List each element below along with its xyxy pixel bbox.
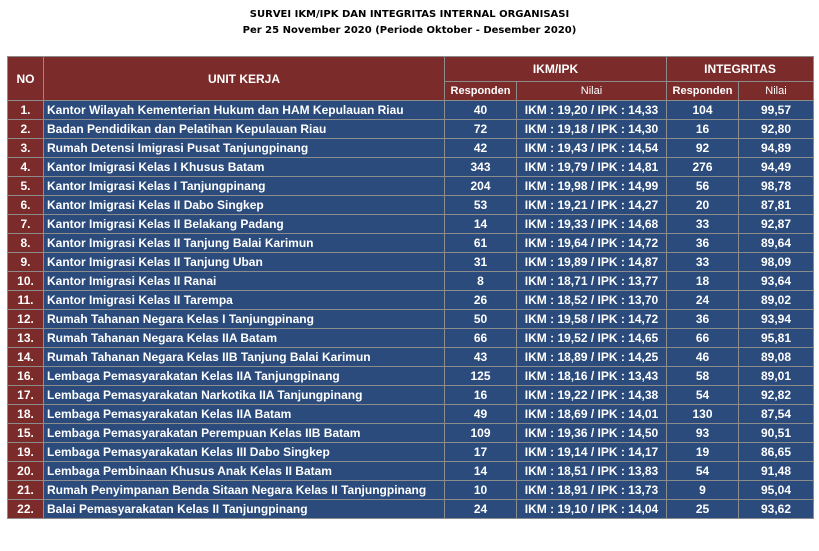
col-header-no: NO [8,57,44,101]
unit-name-cell: Kantor Imigrasi Kelas I Khusus Batam [44,158,445,177]
row-number-cell: 8. [8,234,44,253]
integritas-nilai-cell: 89,64 [739,234,814,253]
table-row [8,234,814,253]
ikm-responden-cell: 14 [445,462,517,481]
table-row [8,367,814,386]
table-row [8,443,814,462]
integritas-responden-cell: 58 [667,367,739,386]
row-number-cell: 17. [8,386,44,405]
ikm-responden-cell: 10 [445,481,517,500]
row-number-cell: 14. [8,348,44,367]
ikm-nilai-cell: IKM : 19,10 / IPK : 14,04 [517,500,667,519]
ikm-responden-cell: 43 [445,348,517,367]
integritas-nilai-cell: 90,51 [739,424,814,443]
integritas-responden-cell: 92 [667,139,739,158]
table-row [8,500,814,519]
table-row [8,310,814,329]
ikm-nilai-cell: IKM : 19,58 / IPK : 14,72 [517,310,667,329]
row-number-cell: 16. [8,367,44,386]
table-header-row [8,57,814,82]
ikm-responden-cell: 40 [445,101,517,120]
integritas-responden-cell: 33 [667,215,739,234]
ikm-responden-cell: 204 [445,177,517,196]
ikm-responden-cell: 24 [445,500,517,519]
integritas-nilai-cell: 91,48 [739,462,814,481]
row-number-cell: 9. [8,253,44,272]
integritas-nilai-cell: 87,54 [739,405,814,424]
row-number-cell: 19. [8,443,44,462]
row-number-cell: 5. [8,177,44,196]
ikm-nilai-cell: IKM : 19,18 / IPK : 14,30 [517,120,667,139]
integritas-nilai-cell: 92,87 [739,215,814,234]
table-row [8,462,814,481]
integritas-responden-cell: 24 [667,291,739,310]
col-header-ikm-nilai: Nilai [517,82,667,101]
integritas-responden-cell: 20 [667,196,739,215]
ikm-nilai-cell: IKM : 18,71 / IPK : 13,77 [517,272,667,291]
table-row [8,196,814,215]
integritas-nilai-cell: 99,57 [739,101,814,120]
table-row [8,348,814,367]
report-title: SURVEI IKM/IPK DAN INTEGRITAS INTERNAL ORGANISASI [249,9,570,20]
row-number-cell: 20. [8,462,44,481]
integritas-responden-cell: 66 [667,329,739,348]
unit-name-cell: Rumah Tahanan Negara Kelas IIB Tanjung Balai Karimun [44,348,445,367]
table-row [8,253,814,272]
unit-name-cell: Rumah Tahanan Negara Kelas I Tanjungpinang [44,310,445,329]
ikm-nilai-cell: IKM : 19,52 / IPK : 14,65 [517,329,667,348]
col-header-ikm-responden: Responden [445,82,517,101]
integritas-nilai-cell: 95,81 [739,329,814,348]
integritas-nilai-cell: 98,09 [739,253,814,272]
ikm-nilai-cell: IKM : 19,22 / IPK : 14,38 [517,386,667,405]
unit-name-cell: Rumah Tahanan Negara Kelas IIA Batam [44,329,445,348]
col-header-int-responden: Responden [667,82,739,101]
ikm-nilai-cell: IKM : 18,51 / IPK : 13,83 [517,462,667,481]
ikm-responden-cell: 125 [445,367,517,386]
integritas-responden-cell: 36 [667,234,739,253]
ikm-responden-cell: 31 [445,253,517,272]
row-number-cell: 4. [8,158,44,177]
ikm-nilai-cell: IKM : 19,36 / IPK : 14,50 [517,424,667,443]
table-row [8,139,814,158]
ikm-nilai-cell: IKM : 19,14 / IPK : 14,17 [517,443,667,462]
row-number-cell: 12. [8,310,44,329]
table-row [8,291,814,310]
integritas-responden-cell: 93 [667,424,739,443]
row-number-cell: 18. [8,405,44,424]
integritas-responden-cell: 25 [667,500,739,519]
row-number-cell: 13. [8,329,44,348]
integritas-nilai-cell: 98,78 [739,177,814,196]
row-number-cell: 6. [8,196,44,215]
integritas-responden-cell: 18 [667,272,739,291]
integritas-nilai-cell: 87,81 [739,196,814,215]
ikm-nilai-cell: IKM : 18,52 / IPK : 13,70 [517,291,667,310]
ikm-responden-cell: 66 [445,329,517,348]
report-subtitle: Per 25 November 2020 (Periode Oktober - Desember 2020) [242,25,577,36]
integritas-responden-cell: 33 [667,253,739,272]
integritas-nilai-cell: 93,62 [739,500,814,519]
integritas-nilai-cell: 89,01 [739,367,814,386]
integritas-responden-cell: 56 [667,177,739,196]
integritas-nilai-cell: 93,94 [739,310,814,329]
integritas-responden-cell: 54 [667,386,739,405]
ikm-responden-cell: 343 [445,158,517,177]
unit-name-cell: Rumah Detensi Imigrasi Pusat Tanjungpinang [44,139,445,158]
integritas-nilai-cell: 92,82 [739,386,814,405]
ikm-nilai-cell: IKM : 19,89 / IPK : 14,87 [517,253,667,272]
unit-name-cell: Lembaga Pembinaan Khusus Anak Kelas II Batam [44,462,445,481]
unit-name-cell: Lembaga Pemasyarakatan Narkotika IIA Tanjungpinang [44,386,445,405]
unit-name-cell: Lembaga Pemasyarakatan Kelas III Dabo Singkep [44,443,445,462]
unit-name-cell: Lembaga Pemasyarakatan Kelas IIA Tanjungpinang [44,367,445,386]
ikm-responden-cell: 16 [445,386,517,405]
integritas-responden-cell: 36 [667,310,739,329]
integritas-nilai-cell: 93,64 [739,272,814,291]
integritas-nilai-cell: 92,80 [739,120,814,139]
ikm-responden-cell: 50 [445,310,517,329]
col-header-ikm-group: IKM/IPK [445,57,667,82]
ikm-nilai-cell: IKM : 19,79 / IPK : 14,81 [517,158,667,177]
integritas-nilai-cell: 86,65 [739,443,814,462]
unit-name-cell: Kantor Imigrasi Kelas II Ranai [44,272,445,291]
integritas-responden-cell: 104 [667,101,739,120]
row-number-cell: 10. [8,272,44,291]
unit-name-cell: Kantor Wilayah Kementerian Hukum dan HAM Kepulauan Riau [44,101,445,120]
table-row [8,386,814,405]
ikm-nilai-cell: IKM : 19,33 / IPK : 14,68 [517,215,667,234]
integritas-responden-cell: 54 [667,462,739,481]
unit-name-cell: Lembaga Pemasyarakatan Perempuan Kelas IIB Batam [44,424,445,443]
table-row [8,405,814,424]
row-number-cell: 21. [8,481,44,500]
ikm-responden-cell: 61 [445,234,517,253]
col-header-integritas-group: INTEGRITAS [667,57,814,82]
integritas-responden-cell: 46 [667,348,739,367]
col-header-int-nilai: Nilai [739,82,814,101]
table-row [8,101,814,120]
ikm-responden-cell: 72 [445,120,517,139]
integritas-nilai-cell: 89,02 [739,291,814,310]
unit-name-cell: Kantor Imigrasi Kelas II Belakang Padang [44,215,445,234]
unit-name-cell: Badan Pendidikan dan Pelatihan Kepulauan Riau [44,120,445,139]
unit-name-cell: Kantor Imigrasi Kelas II Dabo Singkep [44,196,445,215]
row-number-cell: 2. [8,120,44,139]
survey-table [7,56,814,519]
unit-name-cell: Kantor Imigrasi Kelas II Tanjung Balai Karimun [44,234,445,253]
row-number-cell: 22. [8,500,44,519]
table-row [8,481,814,500]
ikm-nilai-cell: IKM : 18,89 / IPK : 14,25 [517,348,667,367]
ikm-nilai-cell: IKM : 19,20 / IPK : 14,33 [517,101,667,120]
unit-name-cell: Balai Pemasyarakatan Kelas II Tanjungpinang [44,500,445,519]
integritas-responden-cell: 276 [667,158,739,177]
table-row [8,329,814,348]
unit-name-cell: Kantor Imigrasi Kelas II Tarempa [44,291,445,310]
integritas-responden-cell: 16 [667,120,739,139]
integritas-responden-cell: 9 [667,481,739,500]
col-header-unit: UNIT KERJA [44,57,445,101]
table-row [8,158,814,177]
integritas-nilai-cell: 94,89 [739,139,814,158]
table-row [8,215,814,234]
unit-name-cell: Kantor Imigrasi Kelas I Tanjungpinang [44,177,445,196]
ikm-nilai-cell: IKM : 19,43 / IPK : 14,54 [517,139,667,158]
row-number-cell: 1. [8,101,44,120]
table-row [8,424,814,443]
table-row [8,272,814,291]
ikm-nilai-cell: IKM : 18,16 / IPK : 13,43 [517,367,667,386]
ikm-nilai-cell: IKM : 19,21 / IPK : 14,27 [517,196,667,215]
integritas-nilai-cell: 95,04 [739,481,814,500]
ikm-responden-cell: 49 [445,405,517,424]
ikm-responden-cell: 8 [445,272,517,291]
integritas-responden-cell: 19 [667,443,739,462]
ikm-responden-cell: 42 [445,139,517,158]
unit-name-cell: Kantor Imigrasi Kelas II Tanjung Uban [44,253,445,272]
ikm-nilai-cell: IKM : 19,98 / IPK : 14,99 [517,177,667,196]
ikm-nilai-cell: IKM : 18,91 / IPK : 13,73 [517,481,667,500]
row-number-cell: 11. [8,291,44,310]
integritas-nilai-cell: 89,08 [739,348,814,367]
table-row [8,177,814,196]
ikm-nilai-cell: IKM : 18,69 / IPK : 14,01 [517,405,667,424]
ikm-responden-cell: 26 [445,291,517,310]
row-number-cell: 15. [8,424,44,443]
table-row [8,120,814,139]
integritas-nilai-cell: 94,49 [739,158,814,177]
row-number-cell: 7. [8,215,44,234]
ikm-responden-cell: 17 [445,443,517,462]
unit-name-cell: Rumah Penyimpanan Benda Sitaan Negara Kelas II Tanjungpinang [44,481,445,500]
ikm-responden-cell: 14 [445,215,517,234]
integritas-responden-cell: 130 [667,405,739,424]
ikm-responden-cell: 53 [445,196,517,215]
ikm-responden-cell: 109 [445,424,517,443]
row-number-cell: 3. [8,139,44,158]
ikm-nilai-cell: IKM : 19,64 / IPK : 14,72 [517,234,667,253]
unit-name-cell: Lembaga Pemasyarakatan Kelas IIA Batam [44,405,445,424]
